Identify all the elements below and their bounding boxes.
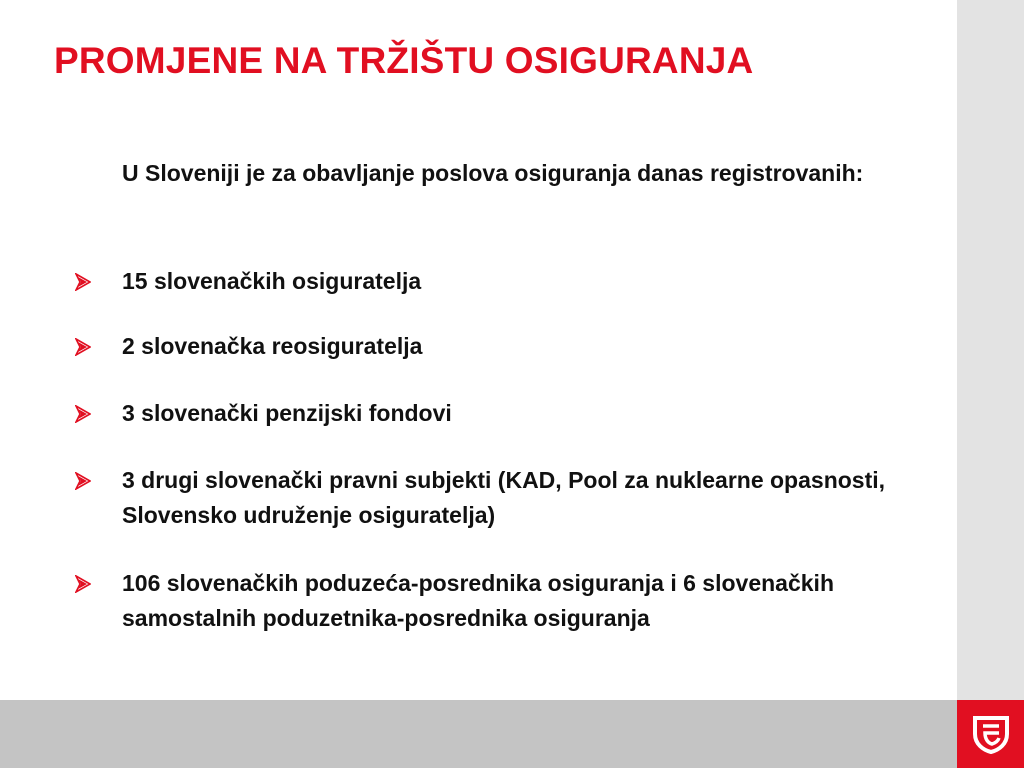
list-item-text: 106 slovenačkih poduzeća-posrednika osiguranja i 6 slovenačkih samostalnih poduzetnika-posrednika osiguranja [122, 570, 834, 631]
arrowhead-bullet-icon [75, 338, 91, 356]
bottom-band [0, 700, 957, 768]
insurance-logo-icon [971, 714, 1011, 754]
arrowhead-bullet-icon [75, 575, 91, 593]
arrowhead-bullet-icon [75, 273, 91, 291]
list-item-text: 15 slovenačkih osiguratelja [122, 268, 422, 294]
list-item-text: 3 slovenački penzijski fondovi [122, 400, 452, 426]
arrowhead-bullet-icon [75, 405, 91, 423]
list-item-text: 3 drugi slovenački pravni subjekti (KAD, Pool za nuklearne opasnosti, Slovensko udruženje osiguratelja) [122, 467, 886, 528]
logo-box [957, 700, 1024, 768]
list-item-text: 2 slovenačka reosiguratelja [122, 333, 423, 359]
arrowhead-bullet-icon [75, 472, 91, 490]
right-side-band [957, 0, 1024, 700]
intro-text: U Sloveniji je za obavljanje poslova osiguranja danas registrovanih: [122, 160, 864, 186]
page-title: PROMJENE NA TRŽIŠTU OSIGURANJA [54, 40, 754, 81]
